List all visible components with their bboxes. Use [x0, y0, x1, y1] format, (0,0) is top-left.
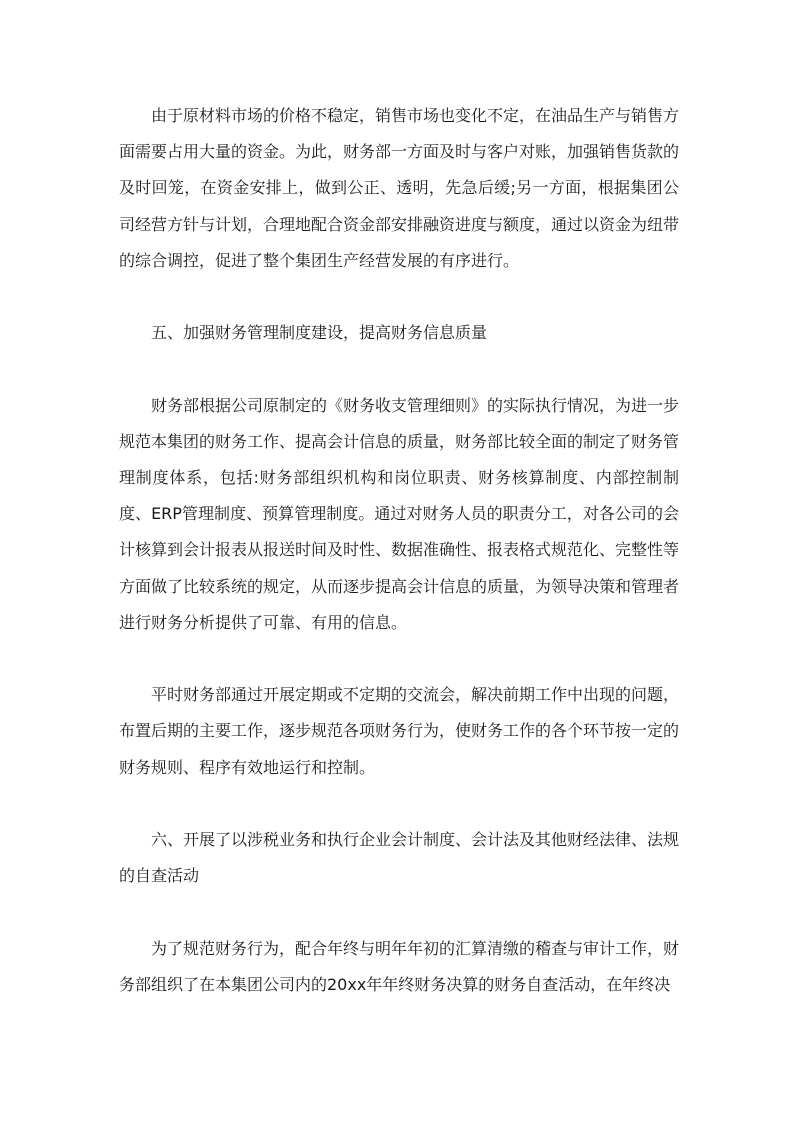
heading-section-six: 六、开展了以涉税业务和执行企业会计制度、会计法及其他财经法律、法规的自查活动 [119, 830, 680, 886]
paragraph-spacer [119, 641, 679, 677]
paragraph-self-inspection: 为了规范财务行为，配合年终与明年年初的汇算清缴的稽查与审计工作，财务部组织了在本集团公司内的20xx年年终财务决算的财务自查活动，在年终决 [119, 938, 680, 994]
paragraph-spacer [119, 894, 679, 930]
document-body [119, 98, 679, 1003]
paragraph-spacer [119, 351, 679, 387]
paragraph-spacer [119, 279, 679, 315]
paragraph-spacer [119, 786, 679, 822]
paragraph-exchange-meetings: 平时财务部通过开展定期或不定期的交流会，解决前期工作中出现的问题，布置后期的主要工作，逐步规范各项财务行为，使财务工作的各个环节按一定的财务规则、程序有效地运行和控制。 [119, 685, 680, 777]
paragraph-funds-management: 由于原材料市场的价格不稳定，销售市场也变化不定，在油品生产与销售方面需要占用大量的资金。为此，财务部一方面及时与客户对账，加强销售货款的及时回笼，在资金安排上，做到公正、透明，先急后缓;另一方面，根据集团公司经营方针与计划，合理地配合资金部安排融资进度与额度，通过以资金为纽带的综合调控，促进了整个集团生产经营发展的有序进行。 [119, 106, 680, 270]
heading-section-five: 五、加强财务管理制度建设，提高财务信息质量 [151, 323, 488, 343]
paragraph-management-system: 财务部根据公司原制定的《财务收支管理细则》的实际执行情况，为进一步规范本集团的财务工作、提高会计信息的质量，财务部比较全面的制定了财务管理制度体系，包括:财务部组织机构和岗位职责、财务核算制度、内部控制制度、ERP管理制度、预算管理制度。通过对财务人员的职责分工，对各公司的会计核算到会计报表从报送时间及时性、数据准确性、报表格式规范化、完整性等方面做了比较系统的规定，从而逐步提高会计信息的质量，为领导决策和管理者进行财务分析提供了可靠、有用的信息。 [119, 395, 680, 632]
